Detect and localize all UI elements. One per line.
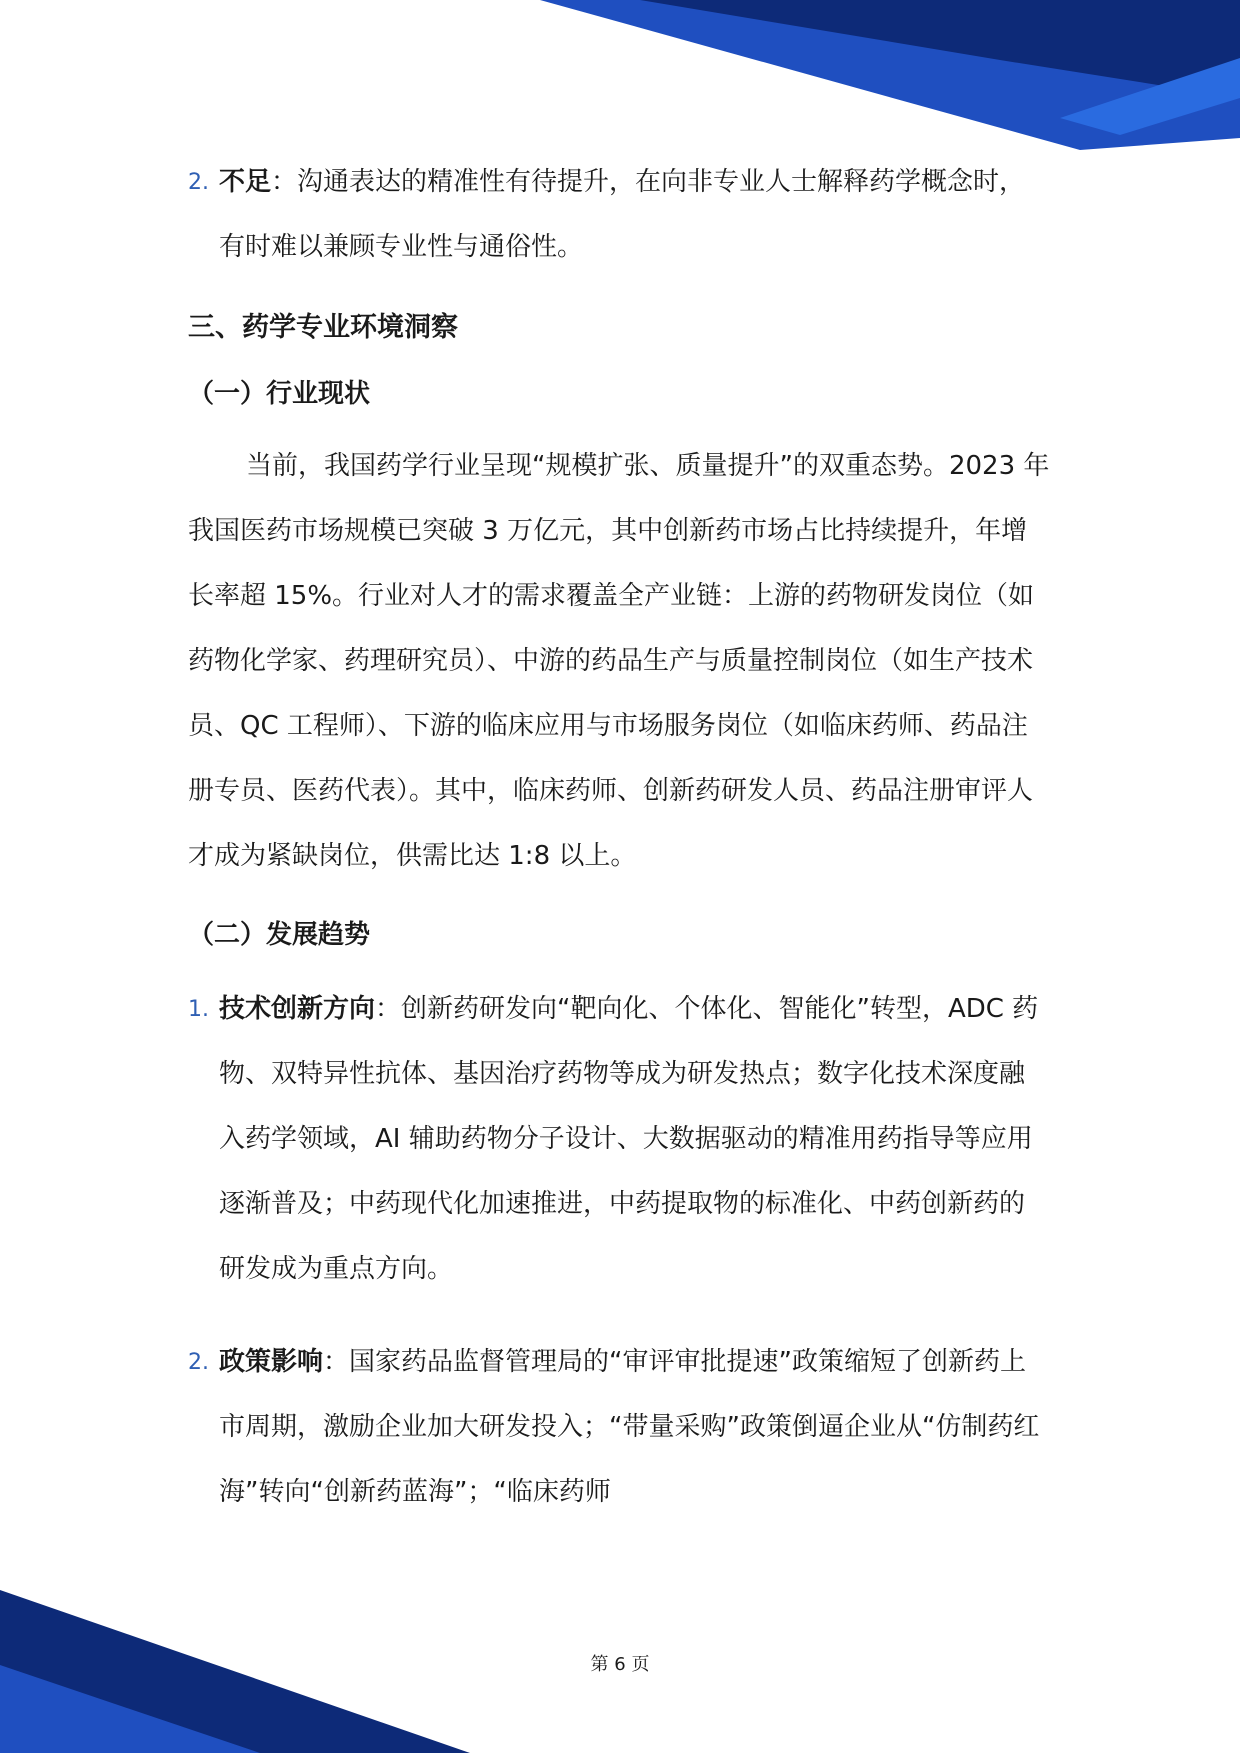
list-number: 2. <box>188 1350 209 1375</box>
subsection-heading-trends: （二）发展趋势 <box>188 920 371 950</box>
list-item-tech <box>188 977 1050 1302</box>
list-number: 1. <box>188 997 209 1022</box>
item-text: ：国家药品监督管理局的“审评审批提速”政策缩短了创新药上市周期，激励企业加大研发投入；“带量采购”政策倒逼企业从“仿制药红海”转向“创新药蓝海”；“临床药师 <box>219 1347 1040 1507</box>
section-heading: 三、药学专业环境洞察 <box>188 312 458 343</box>
item-text: ：沟通表达的精准性有待提升，在向非专业人士解释药学概念时，有时难以兼顾专业性与通俗性。 <box>219 167 1026 262</box>
bottom-banner-light <box>0 1665 260 1753</box>
item-label: 不足 <box>219 167 272 197</box>
top-banner-light <box>540 0 1240 150</box>
top-banner-edge <box>1060 58 1240 135</box>
item-text: ：创新药研发向“靶向化、个体化、智能化”转型，ADC 药物、双特异性抗体、基因治疗药物等成为研发热点；数字化技术深度融入药学领域，AI 辅助药物分子设计、大数据驱动的精准用药指导等应用逐渐普及；中药现代化加速推进，中药提取物的标准化、中药创新药的研发成为重点方向。 <box>219 994 1039 1284</box>
item-label: 技术创新方向 <box>219 994 376 1024</box>
subsection-heading-status: （一）行业现状 <box>188 379 371 409</box>
list-number: 2. <box>188 170 209 195</box>
document-body <box>188 150 1050 1525</box>
top-banner-dark <box>640 0 1240 98</box>
item-label: 政策影响 <box>219 1347 324 1377</box>
page-number: 第 6 页 <box>590 1654 650 1675</box>
industry-status-paragraph: 当前，我国药学行业呈现“规模扩张、质量提升”的双重态势。2023 年我国医药市场规模已突破 3 万亿元，其中创新药市场占比持续提升，年增长率超 15%。行业对人才的需求覆盖全产业链：上游的药物研发岗位（如药物化学家、药理研究员）、中游的药品生产与质量控制岗位（如生产技术员、QC 工程师）、下游的临床应用与市场服务岗位（如临床药师、药品注册专员、医药代表）。其中，临床药师、创新药研发人员、药品注册审评人才成为紧缺岗位，供需比达 1:8 以上。 <box>188 451 1050 871</box>
list-item-deficiency <box>188 150 1050 280</box>
list-item-policy <box>188 1330 1050 1525</box>
